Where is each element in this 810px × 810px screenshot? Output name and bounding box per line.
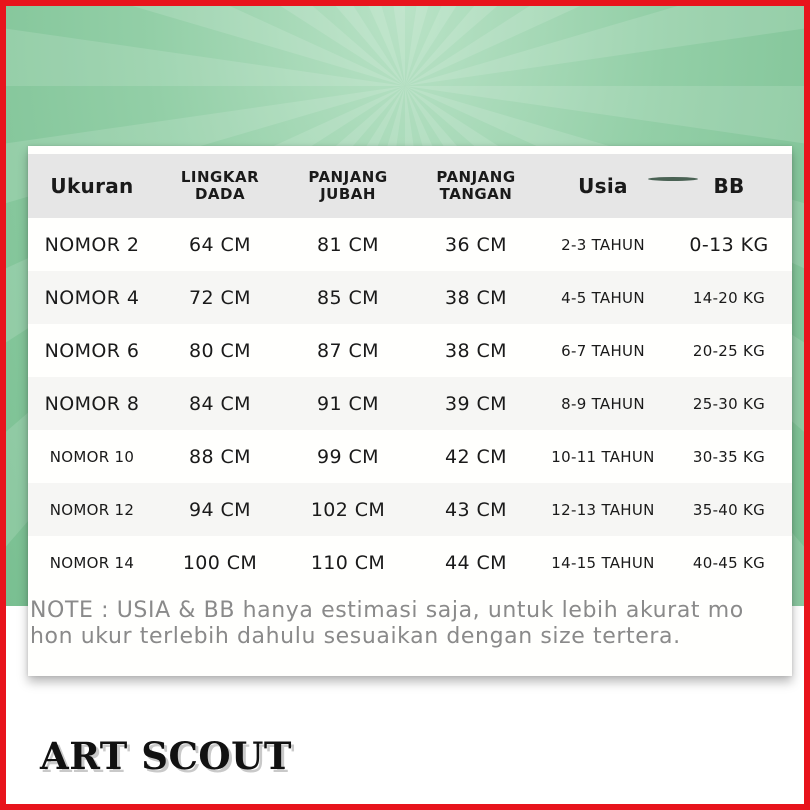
- table-cell: 80 CM: [189, 339, 251, 362]
- header-label: JUBAH: [320, 185, 376, 203]
- table-cell: 0-13 KG: [689, 233, 769, 256]
- header-cell: [28, 173, 156, 198]
- table-cell: 30-35 KG: [692, 447, 766, 466]
- table-cell: 84 CM: [189, 392, 251, 415]
- table-cell: 102 CM: [310, 498, 386, 521]
- table-cell: 10-11 TAHUN: [551, 447, 655, 466]
- table-cell: 2-3 TAHUN: [561, 235, 645, 254]
- table-row: [28, 218, 792, 271]
- table-row: [28, 483, 792, 536]
- table-row: [28, 377, 792, 430]
- note-line-1: NOTE : USIA & BB hanya estimasi saja, untuk lebih akurat mo: [30, 598, 744, 623]
- table-cell: 94 CM: [189, 498, 251, 521]
- table-cell: 4-5 TAHUN: [561, 288, 645, 307]
- table-row: [28, 271, 792, 324]
- header-label: PANJANG: [436, 168, 516, 186]
- table-cell: 72 CM: [189, 286, 251, 309]
- table-cell: 88 CM: [189, 445, 251, 468]
- header-cell: [540, 173, 666, 198]
- table-cell: 44 CM: [445, 551, 507, 574]
- table-cell: NOMOR 14: [49, 553, 135, 572]
- table-cell: 91 CM: [317, 392, 379, 415]
- table-body: [28, 218, 792, 589]
- table-cell: NOMOR 6: [44, 339, 140, 362]
- table-cell: 85 CM: [317, 286, 379, 309]
- table-cell: 8-9 TAHUN: [561, 394, 645, 413]
- header-cell: [412, 169, 540, 203]
- header-label: DADA: [194, 185, 246, 203]
- table-cell: NOMOR 8: [44, 392, 140, 415]
- header-divider-dash: [648, 177, 698, 181]
- note-line-2: hon ukur terlebih dahulu sesuaikan dengan size tertera.: [30, 624, 681, 649]
- table-cell: 14-15 TAHUN: [551, 553, 655, 572]
- estimate-note: [30, 598, 792, 650]
- table-row: [28, 430, 792, 483]
- header-label: LINGKAR: [180, 168, 260, 186]
- table-cell: NOMOR 12: [49, 500, 135, 519]
- table-cell: NOMOR 4: [44, 286, 140, 309]
- header-label: Ukuran: [50, 173, 134, 198]
- table-cell: 20-25 KG: [692, 341, 766, 360]
- table-cell: NOMOR 10: [49, 447, 135, 466]
- table-cell: 40-45 KG: [692, 553, 766, 572]
- header-label: Usia: [578, 173, 628, 198]
- brand-name: ART SCOUT: [40, 734, 292, 778]
- table-cell: 42 CM: [445, 445, 507, 468]
- header-label: BB: [713, 173, 745, 198]
- table-header: [28, 154, 792, 218]
- table-cell: 43 CM: [445, 498, 507, 521]
- header-cell: [284, 169, 412, 203]
- table-cell: 110 CM: [310, 551, 386, 574]
- table-cell: 38 CM: [445, 286, 507, 309]
- table-cell: 100 CM: [182, 551, 258, 574]
- header-label: PANJANG: [308, 168, 388, 186]
- table-cell: 36 CM: [445, 233, 507, 256]
- table-cell: 25-30 KG: [692, 394, 766, 413]
- table-cell: 14-20 KG: [692, 288, 766, 307]
- table-cell: 99 CM: [317, 445, 379, 468]
- table-cell: 81 CM: [317, 233, 379, 256]
- table-cell: 6-7 TAHUN: [561, 341, 645, 360]
- table-cell: 39 CM: [445, 392, 507, 415]
- table-cell: 38 CM: [445, 339, 507, 362]
- size-chart-card: [28, 146, 792, 676]
- table-cell: 87 CM: [317, 339, 379, 362]
- table-cell: 64 CM: [189, 233, 251, 256]
- header-label: TANGAN: [439, 185, 513, 203]
- table-cell: NOMOR 2: [44, 233, 140, 256]
- table-cell: 12-13 TAHUN: [551, 500, 655, 519]
- table-row: [28, 536, 792, 589]
- header-cell: [156, 169, 284, 203]
- table-cell: 35-40 KG: [692, 500, 766, 519]
- table-row: [28, 324, 792, 377]
